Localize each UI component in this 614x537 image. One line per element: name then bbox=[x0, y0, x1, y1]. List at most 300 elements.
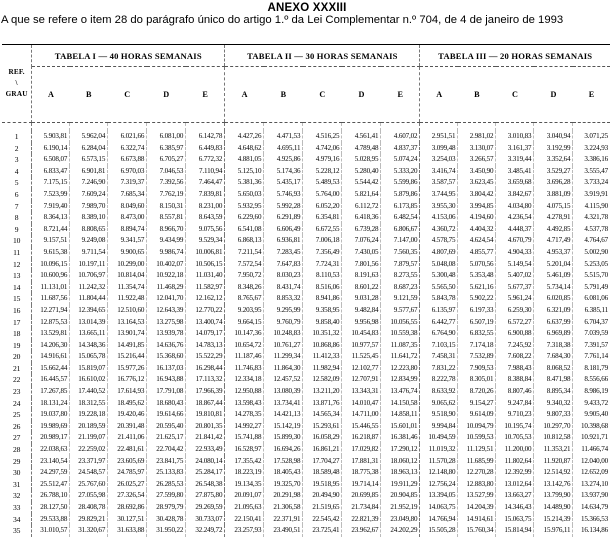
value-cell-t1-d: 18.680,43 bbox=[147, 398, 186, 410]
value-cell-t1-e: 7.110,94 bbox=[186, 166, 225, 178]
annex-title: ANEXO XXXIII bbox=[267, 2, 347, 14]
value-cell-t1-a: 11.131,01 bbox=[32, 282, 70, 294]
value-cell-t2-d: 21.734,84 bbox=[342, 502, 381, 514]
value-cell-t3-e: 4.537,78 bbox=[573, 224, 610, 236]
value-cell-t1-b: 5.962,04 bbox=[70, 131, 108, 143]
value-cell-t2-a: 6.229,60 bbox=[225, 212, 264, 224]
value-cell-t1-a: 15.662,44 bbox=[32, 363, 70, 375]
value-cell-t1-c: 26.025,27 bbox=[108, 479, 147, 491]
value-cell-t3-a: 7.831,22 bbox=[420, 363, 458, 375]
value-cell-t2-e: 4.837,37 bbox=[381, 143, 420, 155]
value-cell-t2-b: 5.992,28 bbox=[264, 201, 303, 213]
value-cell-t1-b: 23.371,97 bbox=[70, 456, 108, 468]
value-cell-t1-e: 11.582,97 bbox=[186, 282, 225, 294]
column-header-t2-e: E bbox=[381, 67, 420, 123]
value-cell-t2-d: 5.544,42 bbox=[342, 177, 381, 189]
value-cell-t1-a: 17.267,85 bbox=[32, 386, 70, 398]
grau-cell: 32 bbox=[2, 490, 32, 502]
value-cell-t1-a: 6.190,14 bbox=[32, 143, 70, 155]
value-cell-t2-b: 10.761,27 bbox=[264, 340, 303, 352]
value-cell-t3-c: 10.705,53 bbox=[496, 432, 534, 444]
value-cell-t2-d: 6.112,72 bbox=[342, 201, 381, 213]
value-cell-t1-a: 14.916,61 bbox=[32, 351, 70, 363]
value-cell-t3-e: 3.071,25 bbox=[573, 131, 610, 143]
value-cell-t1-d: 6.705,27 bbox=[147, 154, 186, 166]
value-cell-t2-a: 22.150,41 bbox=[225, 514, 264, 526]
value-cell-t3-a: 11.019,32 bbox=[420, 444, 458, 456]
value-cell-t2-b: 8.853,32 bbox=[264, 293, 303, 305]
value-cell-t2-b: 13.080,39 bbox=[264, 386, 303, 398]
value-cell-t1-a: 29.533,88 bbox=[32, 514, 70, 526]
column-header-t1-d: D bbox=[147, 67, 186, 123]
value-cell-t1-e: 17.113,32 bbox=[186, 374, 225, 386]
table-body bbox=[2, 123, 610, 537]
value-cell-t3-c: 13.663,27 bbox=[496, 490, 534, 502]
grau-cell: 15 bbox=[2, 293, 32, 305]
column-header-t2-c: C bbox=[303, 67, 342, 123]
value-cell-t2-c: 5.228,12 bbox=[303, 166, 342, 178]
value-cell-t1-b: 6.284,04 bbox=[70, 143, 108, 155]
value-cell-t1-e: 26.548,38 bbox=[186, 479, 225, 491]
value-cell-t1-b: 8.389,10 bbox=[70, 212, 108, 224]
grau-cell: 7 bbox=[2, 201, 32, 213]
value-cell-t1-c: 23.605,69 bbox=[108, 456, 147, 468]
value-cell-t1-a: 10.600,96 bbox=[32, 270, 70, 282]
value-cell-t1-b: 18.312,55 bbox=[70, 398, 108, 410]
value-cell-t1-c: 10.299,00 bbox=[108, 259, 147, 271]
value-cell-t2-e: 23.049,80 bbox=[381, 514, 420, 526]
value-cell-t3-b: 7.909,53 bbox=[458, 363, 496, 375]
value-cell-t1-b: 17.440,52 bbox=[70, 386, 108, 398]
value-cell-t1-e: 7.464,47 bbox=[186, 177, 225, 189]
table-row bbox=[2, 444, 610, 456]
value-cell-t1-d: 27.599,80 bbox=[147, 490, 186, 502]
value-cell-t3-a: 9.518,90 bbox=[420, 409, 458, 421]
value-cell-t1-a: 6.833,47 bbox=[32, 166, 70, 178]
value-cell-t1-d: 7.762,19 bbox=[147, 189, 186, 201]
value-cell-t1-b: 13.665,11 bbox=[70, 328, 108, 340]
value-cell-t1-c: 10.814,04 bbox=[108, 270, 147, 282]
value-cell-t1-e: 9.529,34 bbox=[186, 235, 225, 247]
value-cell-t2-b: 8.431,74 bbox=[264, 282, 303, 294]
value-cell-t3-d: 8.068,52 bbox=[534, 363, 573, 375]
value-cell-t2-a: 7.572,54 bbox=[225, 259, 264, 271]
value-cell-t2-e: 17.290,12 bbox=[381, 444, 420, 456]
value-cell-t3-b: 4.404,32 bbox=[458, 224, 496, 236]
table-row bbox=[2, 282, 610, 294]
value-cell-t2-e: 5.599,86 bbox=[381, 177, 420, 189]
value-cell-t3-c: 4.670,79 bbox=[496, 235, 534, 247]
value-cell-t2-b: 23.490,51 bbox=[264, 525, 303, 537]
value-cell-t3-e: 3.386,16 bbox=[573, 154, 610, 166]
value-cell-t3-d: 6.321,09 bbox=[534, 305, 573, 317]
value-cell-t3-e: 3.555,47 bbox=[573, 166, 610, 178]
value-cell-t1-a: 26.788,10 bbox=[32, 490, 70, 502]
spacer-cell bbox=[303, 123, 342, 132]
group-header-tabela-3: TABELA III — 20 HORAS SEMANAIS bbox=[420, 45, 610, 67]
spacer-cell bbox=[225, 123, 264, 132]
spacer-cell bbox=[420, 123, 458, 132]
value-cell-t2-b: 7.647,83 bbox=[264, 259, 303, 271]
value-cell-t3-d: 9.807,33 bbox=[534, 409, 573, 421]
value-cell-t1-e: 32.249,72 bbox=[186, 525, 225, 537]
table-row bbox=[2, 490, 610, 502]
value-cell-t2-e: 16.381,46 bbox=[381, 432, 420, 444]
value-cell-t3-d: 12.514,92 bbox=[534, 467, 573, 479]
table-row bbox=[2, 363, 610, 375]
value-cell-t1-b: 27.055,98 bbox=[70, 490, 108, 502]
value-cell-t2-c: 8.941,86 bbox=[303, 293, 342, 305]
spacer-cell bbox=[108, 123, 147, 132]
value-cell-t1-c: 13.164,53 bbox=[108, 317, 147, 329]
value-cell-t1-e: 18.867,44 bbox=[186, 398, 225, 410]
value-cell-t3-a: 7.458,31 bbox=[420, 351, 458, 363]
table-row bbox=[2, 293, 610, 305]
column-header-t1-b: B bbox=[70, 67, 108, 123]
grau-cell: 10 bbox=[2, 235, 32, 247]
spacer-cell bbox=[534, 123, 573, 132]
value-cell-t1-a: 24.297,59 bbox=[32, 467, 70, 479]
value-cell-t2-e: 12.223,80 bbox=[381, 363, 420, 375]
value-cell-t3-a: 6.442,77 bbox=[420, 317, 458, 329]
value-cell-t1-a: 9.615,38 bbox=[32, 247, 70, 259]
value-cell-t3-d: 6.020,85 bbox=[534, 293, 573, 305]
value-cell-t2-c: 8.110,53 bbox=[303, 270, 342, 282]
value-cell-t2-a: 5.125,10 bbox=[225, 166, 264, 178]
value-cell-t1-b: 9.249,08 bbox=[70, 235, 108, 247]
value-cell-t1-b: 20.189,59 bbox=[70, 421, 108, 433]
column-header-t3-e: E bbox=[573, 67, 610, 123]
spacer-cell bbox=[573, 123, 610, 132]
table-row bbox=[2, 398, 610, 410]
value-cell-t2-b: 6.606,49 bbox=[264, 224, 303, 236]
value-cell-t2-a: 4.648,62 bbox=[225, 143, 264, 155]
value-cell-t1-e: 29.269,59 bbox=[186, 502, 225, 514]
spacer-cell bbox=[381, 123, 420, 132]
value-cell-t1-d: 21.625,17 bbox=[147, 432, 186, 444]
value-cell-t1-d: 7.392,56 bbox=[147, 177, 186, 189]
value-cell-t1-c: 15.977,26 bbox=[108, 363, 147, 375]
value-cell-t1-d: 26.285,53 bbox=[147, 479, 186, 491]
value-cell-t1-d: 9.986,74 bbox=[147, 247, 186, 259]
value-cell-t1-b: 11.242,32 bbox=[70, 282, 108, 294]
value-cell-t3-c: 6.900,88 bbox=[496, 328, 534, 340]
grau-label: GRAU bbox=[5, 90, 28, 98]
value-cell-t3-c: 13.012,64 bbox=[496, 479, 534, 491]
value-cell-t3-d: 11.920,87 bbox=[534, 456, 573, 468]
value-cell-t1-d: 7.046,53 bbox=[147, 166, 186, 178]
value-cell-t1-d: 15.368,60 bbox=[147, 351, 186, 363]
value-cell-t1-b: 24.548,57 bbox=[70, 467, 108, 479]
value-cell-t3-c: 3.319,44 bbox=[496, 154, 534, 166]
value-cell-t2-a: 10.654,72 bbox=[225, 340, 264, 352]
value-cell-t2-a: 19.134,35 bbox=[225, 479, 264, 491]
value-cell-t2-e: 8.273,55 bbox=[381, 270, 420, 282]
grau-cell: 8 bbox=[2, 212, 32, 224]
value-cell-t3-e: 11.466,74 bbox=[573, 444, 610, 456]
value-cell-t3-e: 13.274,10 bbox=[573, 479, 610, 491]
value-cell-t3-d: 14.489,90 bbox=[534, 502, 573, 514]
value-cell-t3-a: 9.065,62 bbox=[420, 398, 458, 410]
value-cell-t3-b: 5.902,22 bbox=[458, 293, 496, 305]
value-cell-t1-c: 17.614,93 bbox=[108, 386, 147, 398]
value-cell-t1-c: 7.685,34 bbox=[108, 189, 147, 201]
value-cell-t3-a: 2.951,51 bbox=[420, 131, 458, 143]
value-cell-t3-d: 8.895,34 bbox=[534, 386, 573, 398]
value-cell-t3-e: 8.556,66 bbox=[573, 374, 610, 386]
value-cell-t1-a: 8.364,13 bbox=[32, 212, 70, 224]
value-cell-t2-e: 18.963,13 bbox=[381, 467, 420, 479]
value-cell-t3-a: 5.048,08 bbox=[420, 259, 458, 271]
value-cell-t1-c: 7.319,37 bbox=[108, 177, 147, 189]
value-cell-t1-e: 12.162,12 bbox=[186, 293, 225, 305]
value-cell-t2-c: 9.358,95 bbox=[303, 305, 342, 317]
value-cell-t2-c: 6.354,81 bbox=[303, 212, 342, 224]
grau-cell: 24 bbox=[2, 398, 32, 410]
value-cell-t2-c: 16.058,29 bbox=[303, 432, 342, 444]
value-cell-t1-a: 18.131,24 bbox=[32, 398, 70, 410]
value-cell-t3-e: 6.385,11 bbox=[573, 305, 610, 317]
value-cell-t3-d: 4.492,85 bbox=[534, 224, 573, 236]
value-cell-t1-a: 5.903,81 bbox=[32, 131, 70, 143]
value-cell-t1-a: 19.037,80 bbox=[32, 409, 70, 421]
spacer-cell bbox=[458, 123, 496, 132]
value-cell-t1-e: 10.006,81 bbox=[186, 247, 225, 259]
value-cell-t2-d: 15.446,55 bbox=[342, 421, 381, 433]
value-cell-t3-e: 15.366,53 bbox=[573, 514, 610, 526]
value-cell-t2-a: 7.950,72 bbox=[225, 270, 264, 282]
value-cell-t3-d: 3.192,99 bbox=[534, 143, 573, 155]
value-cell-t3-d: 13.799,90 bbox=[534, 490, 573, 502]
value-cell-t2-d: 4.561,41 bbox=[342, 131, 381, 143]
value-cell-t3-c: 3.010,83 bbox=[496, 131, 534, 143]
column-header-t1-c: C bbox=[108, 67, 147, 123]
value-cell-t3-e: 5.791,49 bbox=[573, 282, 610, 294]
value-cell-t2-e: 12.834,99 bbox=[381, 374, 420, 386]
value-cell-t1-d: 20.595,40 bbox=[147, 421, 186, 433]
value-cell-t1-b: 10.197,11 bbox=[70, 259, 108, 271]
value-cell-t3-c: 14.346,43 bbox=[496, 502, 534, 514]
value-cell-t2-d: 5.280,40 bbox=[342, 166, 381, 178]
value-cell-t3-a: 6.764,90 bbox=[420, 328, 458, 340]
value-cell-t1-c: 6.322,74 bbox=[108, 143, 147, 155]
value-cell-t3-a: 12.756,24 bbox=[420, 479, 458, 491]
value-cell-t2-b: 18.405,43 bbox=[264, 467, 303, 479]
grau-cell: 33 bbox=[2, 502, 32, 514]
value-cell-t1-d: 16.137,03 bbox=[147, 363, 186, 375]
value-cell-t2-c: 13.871,76 bbox=[303, 398, 342, 410]
column-header-t2-a: A bbox=[225, 67, 264, 123]
value-cell-t3-a: 8.633,92 bbox=[420, 386, 458, 398]
value-cell-t3-c: 3.842,67 bbox=[496, 189, 534, 201]
value-cell-t2-e: 6.173,85 bbox=[381, 201, 420, 213]
value-cell-t2-e: 21.952,19 bbox=[381, 502, 420, 514]
value-cell-t2-d: 6.418,36 bbox=[342, 212, 381, 224]
value-cell-t1-b: 19.228,18 bbox=[70, 409, 108, 421]
value-cell-t2-b: 6.936,81 bbox=[264, 235, 303, 247]
value-cell-t1-d: 31.950,22 bbox=[147, 525, 186, 537]
value-cell-t2-d: 6.739,28 bbox=[342, 224, 381, 236]
value-cell-t1-e: 20.801,35 bbox=[186, 421, 225, 433]
value-cell-t3-a: 14.063,75 bbox=[420, 502, 458, 514]
value-cell-t3-a: 14.766,94 bbox=[420, 514, 458, 526]
value-cell-t2-b: 4.925,86 bbox=[264, 154, 303, 166]
value-cell-t1-a: 13.529,81 bbox=[32, 328, 70, 340]
ref-grau-header bbox=[2, 45, 32, 123]
column-header-row bbox=[2, 67, 610, 123]
value-cell-t1-b: 7.246,90 bbox=[70, 177, 108, 189]
value-cell-t3-b: 4.855,77 bbox=[458, 247, 496, 259]
value-cell-t3-c: 4.904,33 bbox=[496, 247, 534, 259]
value-cell-t3-e: 7.039,59 bbox=[573, 328, 610, 340]
value-cell-t3-c: 7.245,92 bbox=[496, 340, 534, 352]
value-cell-t1-d: 19.614,66 bbox=[147, 409, 186, 421]
value-cell-t1-c: 18.495,62 bbox=[108, 398, 147, 410]
spacer-cell bbox=[496, 123, 534, 132]
value-cell-t3-e: 14.634,79 bbox=[573, 502, 610, 514]
grau-cell: 18 bbox=[2, 328, 32, 340]
value-cell-t2-c: 20.494,90 bbox=[303, 490, 342, 502]
value-cell-t2-d: 14.711,00 bbox=[342, 409, 381, 421]
value-cell-t3-b: 11.129,51 bbox=[458, 444, 496, 456]
value-cell-t2-c: 10.351,32 bbox=[303, 328, 342, 340]
value-cell-t1-a: 10.096,15 bbox=[32, 259, 70, 271]
value-cell-t3-b: 14.914,61 bbox=[458, 514, 496, 526]
value-cell-t2-a: 5.381,36 bbox=[225, 177, 264, 189]
value-cell-t3-c: 6.259,30 bbox=[496, 305, 534, 317]
grau-cell: 30 bbox=[2, 467, 32, 479]
value-cell-t1-e: 12.770,22 bbox=[186, 305, 225, 317]
grau-cell: 31 bbox=[2, 479, 32, 491]
value-cell-t3-b: 7.174,18 bbox=[458, 340, 496, 352]
value-cell-t1-e: 15.522,29 bbox=[186, 351, 225, 363]
value-cell-t2-b: 17.528,98 bbox=[264, 456, 303, 468]
spacer-cell bbox=[147, 123, 186, 132]
value-cell-t2-b: 15.899,30 bbox=[264, 432, 303, 444]
value-cell-t1-c: 22.481,61 bbox=[108, 444, 147, 456]
spacer-cell bbox=[186, 123, 225, 132]
value-cell-t2-e: 4.607,02 bbox=[381, 131, 420, 143]
grau-cell: 2 bbox=[2, 143, 32, 155]
value-cell-t1-a: 14.206,30 bbox=[32, 340, 70, 352]
value-cell-t1-a: 25.512,47 bbox=[32, 479, 70, 491]
value-cell-t2-d: 7.801,56 bbox=[342, 259, 381, 271]
value-cell-t3-c: 7.988,43 bbox=[496, 363, 534, 375]
value-cell-t3-c: 9.247,84 bbox=[496, 398, 534, 410]
value-cell-t3-e: 10.398,68 bbox=[573, 421, 610, 433]
value-cell-t1-c: 31.633,88 bbox=[108, 525, 147, 537]
table-row bbox=[2, 143, 610, 155]
spacer-cell bbox=[2, 123, 32, 132]
value-cell-t1-b: 21.199,07 bbox=[70, 432, 108, 444]
value-cell-t2-a: 12.950,88 bbox=[225, 386, 264, 398]
value-cell-t1-c: 8.473,00 bbox=[108, 212, 147, 224]
value-cell-t1-c: 24.785,97 bbox=[108, 467, 147, 479]
column-header-t3-c: C bbox=[496, 67, 534, 123]
value-cell-t1-b: 7.609,24 bbox=[70, 189, 108, 201]
group-header-tabela-2: TABELA II — 30 HORAS SEMANAIS bbox=[225, 45, 420, 67]
table-row bbox=[2, 374, 610, 386]
value-cell-t1-c: 15.216,44 bbox=[108, 351, 147, 363]
value-cell-t3-e: 8.181,79 bbox=[573, 363, 610, 375]
value-cell-t1-a: 8.721,44 bbox=[32, 224, 70, 236]
value-cell-t1-b: 10.706,97 bbox=[70, 270, 108, 282]
value-cell-t2-d: 19.714,14 bbox=[342, 479, 381, 491]
value-cell-t3-e: 7.391,57 bbox=[573, 340, 610, 352]
value-cell-t2-d: 13.343,31 bbox=[342, 386, 381, 398]
value-cell-t2-e: 10.559,38 bbox=[381, 328, 420, 340]
value-cell-t2-a: 4.881,05 bbox=[225, 154, 264, 166]
value-cell-t1-d: 9.434,99 bbox=[147, 235, 186, 247]
value-cell-t2-c: 7.724,31 bbox=[303, 259, 342, 271]
value-cell-t3-e: 3.919,91 bbox=[573, 189, 610, 201]
value-cell-t1-a: 9.157,51 bbox=[32, 235, 70, 247]
value-cell-t2-d: 17.029,82 bbox=[342, 444, 381, 456]
grau-cell: 34 bbox=[2, 514, 32, 526]
column-header-t3-b: B bbox=[458, 67, 496, 123]
table-row bbox=[2, 479, 610, 491]
value-cell-t3-d: 5.461,09 bbox=[534, 270, 573, 282]
value-cell-t1-e: 7.839,81 bbox=[186, 189, 225, 201]
value-cell-t1-e: 13.400,74 bbox=[186, 317, 225, 329]
value-cell-t1-d: 10.402,07 bbox=[147, 259, 186, 271]
table-row bbox=[2, 201, 610, 213]
value-cell-t3-b: 9.154,27 bbox=[458, 398, 496, 410]
value-cell-t3-a: 4.807,69 bbox=[420, 247, 458, 259]
value-cell-t2-e: 14.858,11 bbox=[381, 409, 420, 421]
value-cell-t2-d: 9.031,28 bbox=[342, 293, 381, 305]
value-cell-t3-d: 9.340,32 bbox=[534, 398, 573, 410]
value-cell-t2-b: 15.142,19 bbox=[264, 421, 303, 433]
value-cell-t1-d: 14.636,76 bbox=[147, 340, 186, 352]
value-cell-t2-b: 4.471,53 bbox=[264, 131, 303, 143]
value-cell-t2-d: 12.707,91 bbox=[342, 374, 381, 386]
value-cell-t3-e: 9.433,72 bbox=[573, 398, 610, 410]
value-cell-t1-e: 19.810,81 bbox=[186, 409, 225, 421]
value-cell-t3-c: 5.149,54 bbox=[496, 259, 534, 271]
value-cell-t1-e: 6.142,78 bbox=[186, 131, 225, 143]
value-cell-t1-a: 28.127,50 bbox=[32, 502, 70, 514]
value-cell-t2-c: 8.516,06 bbox=[303, 282, 342, 294]
value-cell-t2-a: 15.741,88 bbox=[225, 432, 264, 444]
value-cell-t2-e: 6.482,54 bbox=[381, 212, 420, 224]
value-cell-t3-a: 3.744,95 bbox=[420, 189, 458, 201]
grau-cell: 25 bbox=[2, 409, 32, 421]
value-cell-t2-a: 11.746,83 bbox=[225, 363, 264, 375]
value-cell-t2-a: 23.257,93 bbox=[225, 525, 264, 537]
value-cell-t2-e: 20.904,85 bbox=[381, 490, 420, 502]
value-cell-t2-e: 7.879,57 bbox=[381, 259, 420, 271]
grau-cell: 29 bbox=[2, 456, 32, 468]
value-cell-t3-e: 12.652,09 bbox=[573, 467, 610, 479]
value-cell-t1-b: 12.394,65 bbox=[70, 305, 108, 317]
value-cell-t3-c: 8.807,46 bbox=[496, 386, 534, 398]
value-cell-t2-a: 12.334,18 bbox=[225, 374, 264, 386]
value-cell-t2-b: 20.291,98 bbox=[264, 490, 303, 502]
table-row bbox=[2, 305, 610, 317]
value-cell-t2-a: 17.355,42 bbox=[225, 456, 264, 468]
column-header-t1-a: A bbox=[32, 67, 70, 123]
value-cell-t1-a: 7.919,40 bbox=[32, 201, 70, 213]
value-cell-t2-e: 19.911,29 bbox=[381, 479, 420, 491]
value-cell-t3-d: 8.471,98 bbox=[534, 374, 573, 386]
value-cell-t2-c: 9.858,40 bbox=[303, 317, 342, 329]
value-cell-t2-a: 16.528,97 bbox=[225, 444, 264, 456]
value-cell-t3-d: 3.529,27 bbox=[534, 166, 573, 178]
value-cell-t1-c: 19.420,46 bbox=[108, 409, 147, 421]
value-cell-t1-e: 6.449,83 bbox=[186, 143, 225, 155]
value-cell-t3-b: 3.130,07 bbox=[458, 143, 496, 155]
